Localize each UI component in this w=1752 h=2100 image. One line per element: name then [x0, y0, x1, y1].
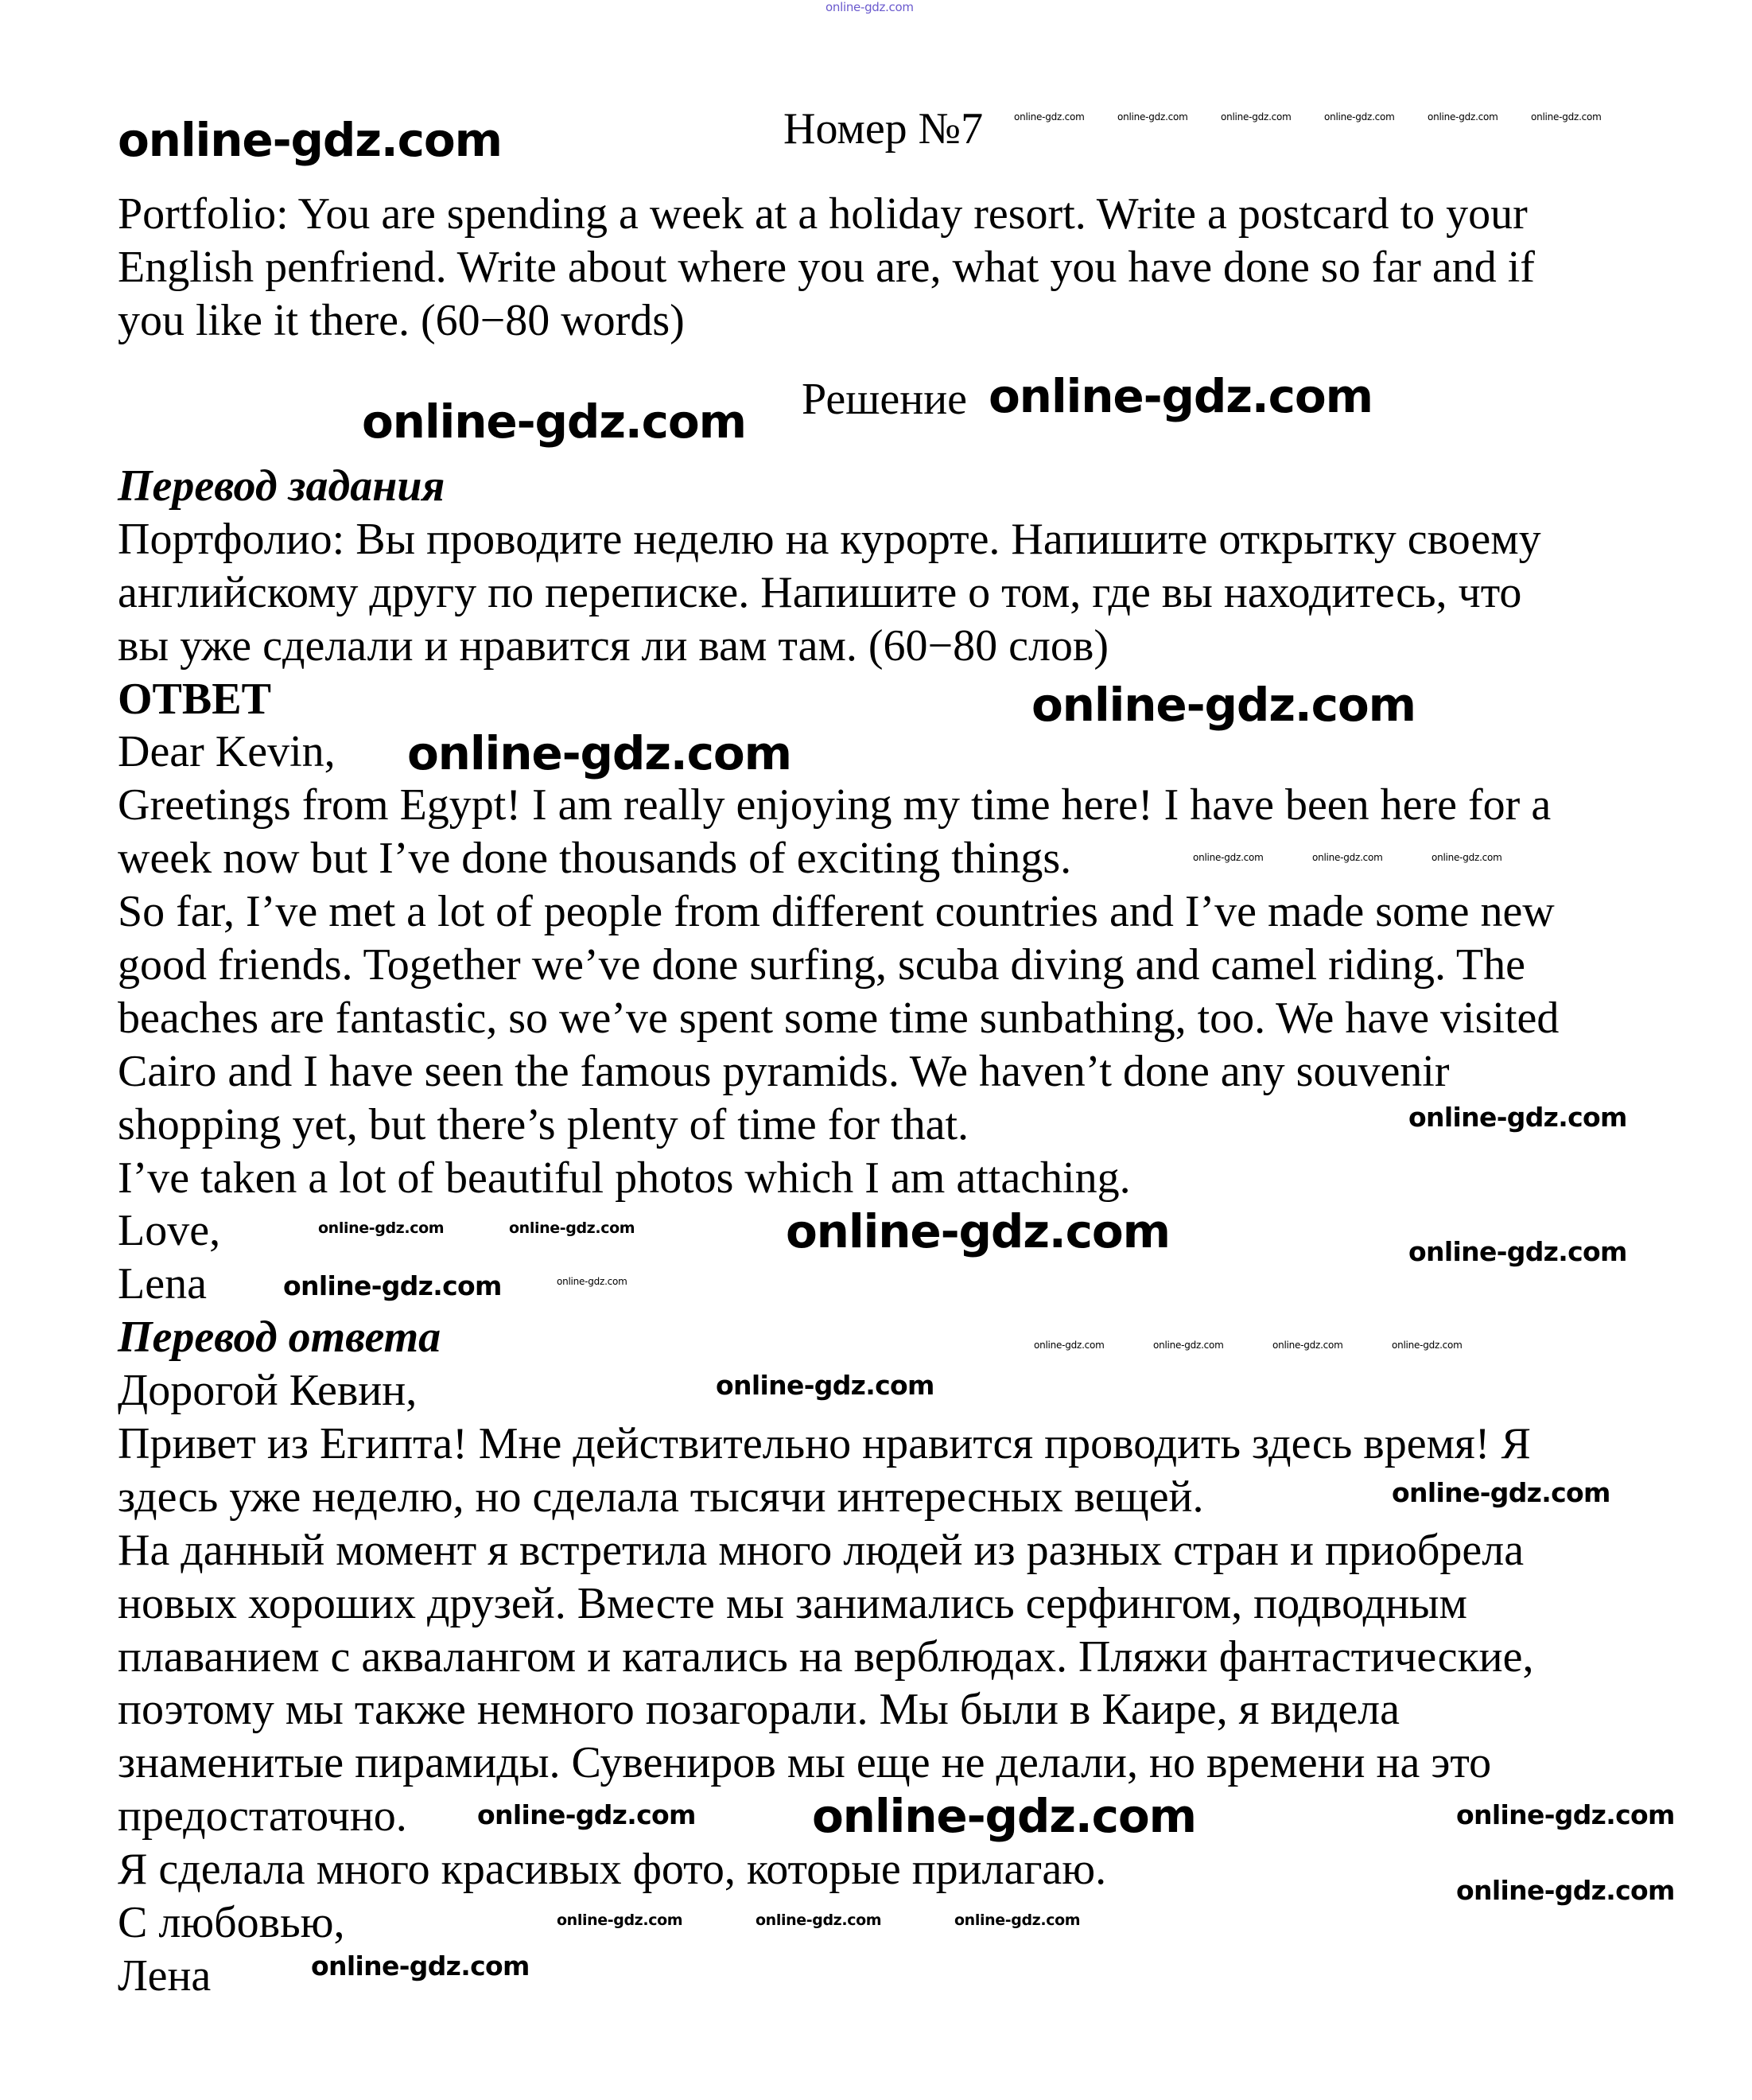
- task-line: English penfriend. Write about where you are, what you have done so far and if: [118, 242, 1535, 292]
- answer-translation-line: Дорогой Кевин,: [118, 1366, 418, 1416]
- task-line: Portfolio: You are spending a week at a holiday resort. Write a postcard to your: [118, 189, 1528, 239]
- answer-line: week now but I’ve done thousands of exciting things.: [118, 834, 1072, 884]
- answer-line: beaches are fantastic, so we’ve spent some time sunbathing, too. We have visited: [118, 993, 1560, 1043]
- watermark: online-gdz.com: [283, 1270, 502, 1301]
- watermark: online-gdz.com: [1014, 111, 1085, 122]
- answer-translation-line: плаванием с аквалангом и катались на верблюдах. Пляжи фантастические,: [118, 1631, 1534, 1682]
- watermark: online-gdz.com: [1531, 111, 1602, 122]
- watermark: online-gdz.com: [1312, 852, 1383, 863]
- task-translation-heading: Перевод задания: [118, 461, 445, 511]
- task-text: [118, 188, 1535, 348]
- answer-translation-line: Лена: [118, 1950, 212, 2001]
- watermark: online-gdz.com: [989, 369, 1373, 423]
- watermark: online-gdz.com: [1034, 1340, 1105, 1351]
- watermark: online-gdz.com: [1432, 852, 1502, 863]
- watermark: online-gdz.com: [1392, 1477, 1610, 1508]
- translation-line: вы уже сделали и нравится ли вам там. (60−80 слов): [118, 620, 1109, 671]
- watermark: online-gdz.com: [1153, 1340, 1224, 1351]
- watermark: online-gdz.com: [756, 1911, 882, 1929]
- translation-line: английскому другу по переписке. Напишите о том, где вы находитесь, что: [118, 567, 1522, 617]
- watermark: online-gdz.com: [1456, 1799, 1675, 1830]
- answer-translation-line: С любовью,: [118, 1898, 345, 1948]
- answer-line: I’ve taken a lot of beautiful photos which I am attaching.: [118, 1153, 1131, 1203]
- watermark: online-gdz.com: [812, 1789, 1196, 1843]
- watermark: online-gdz.com: [477, 1799, 696, 1830]
- answer-translation-line: поэтому мы также немного позагорали. Мы были в Каире, я видела: [118, 1685, 1400, 1735]
- answer-line: Lena: [118, 1259, 207, 1309]
- answer-translation-line: Привет из Египта! Мне действительно нравится проводить здесь время! Я: [118, 1419, 1531, 1469]
- answer-translation-line: знаменитые пирамиды. Сувениров мы еще не делали, но времени на это: [118, 1738, 1492, 1788]
- answer-line: Greetings from Egypt! I am really enjoying my time here! I have been here for a: [118, 780, 1552, 830]
- answer-line: Cairo and I have seen the famous pyramids. We haven’t done any souvenir: [118, 1046, 1450, 1096]
- answer-translation-line: здесь уже неделю, но сделала тысячи интересных вещей.: [118, 1472, 1204, 1522]
- translation-line: Портфолио: Вы проводите неделю на курорте. Напишите открытку своему: [118, 514, 1541, 564]
- watermark: online-gdz.com: [1456, 1875, 1675, 1906]
- watermark: online-gdz.com: [954, 1911, 1081, 1929]
- watermark: online-gdz.com: [1117, 111, 1188, 122]
- answer-translation-line: предостаточно.: [118, 1791, 407, 1841]
- watermark: online-gdz.com: [1324, 111, 1395, 122]
- task-line: you like it there. (60−80 words): [118, 295, 685, 345]
- watermark: online-gdz.com: [825, 0, 914, 14]
- answer-heading: ОТВЕТ: [118, 674, 271, 724]
- answer-line: So far, I’ve met a lot of people from different countries and I’ve made some new: [118, 887, 1555, 937]
- watermark: online-gdz.com: [1221, 111, 1292, 122]
- answer-translation-heading: Перевод ответа: [118, 1312, 441, 1363]
- watermark: online-gdz.com: [786, 1204, 1170, 1258]
- watermark: online-gdz.com: [362, 395, 746, 449]
- solution-label: Решение: [802, 375, 968, 424]
- watermark: online-gdz.com: [1428, 111, 1498, 122]
- page-title: Номер №7: [783, 104, 984, 154]
- answer-translation-line: Я сделала много красивых фото, которые прилагаю.: [118, 1845, 1107, 1895]
- watermark: online-gdz.com: [1408, 1102, 1627, 1133]
- watermark-logo: online-gdz.com: [118, 113, 502, 167]
- watermark: online-gdz.com: [1272, 1340, 1343, 1351]
- answer-line: Dear Kevin,: [118, 727, 336, 777]
- watermark: online-gdz.com: [716, 1370, 934, 1401]
- watermark: online-gdz.com: [1408, 1236, 1627, 1267]
- watermark: online-gdz.com: [318, 1219, 445, 1237]
- watermark: online-gdz.com: [557, 1911, 683, 1929]
- watermark: online-gdz.com: [1193, 852, 1264, 863]
- answer-translation-line: На данный момент я встретила много людей из разных стран и приобрела: [118, 1525, 1525, 1575]
- answer-line: shopping yet, but there’s plenty of time for that.: [118, 1099, 969, 1149]
- watermark: online-gdz.com: [1031, 678, 1416, 732]
- watermark: online-gdz.com: [1392, 1340, 1463, 1351]
- watermark: online-gdz.com: [557, 1276, 627, 1287]
- watermark: online-gdz.com: [311, 1950, 530, 1981]
- answer-line: Love,: [118, 1206, 221, 1256]
- answer-line: good friends. Together we’ve done surfing, scuba diving and camel riding. The: [118, 940, 1525, 990]
- watermark: online-gdz.com: [407, 726, 791, 780]
- watermark: online-gdz.com: [509, 1219, 635, 1237]
- answer-translation-line: новых хороших друзей. Вместе мы занимались серфингом, подводным: [118, 1578, 1467, 1628]
